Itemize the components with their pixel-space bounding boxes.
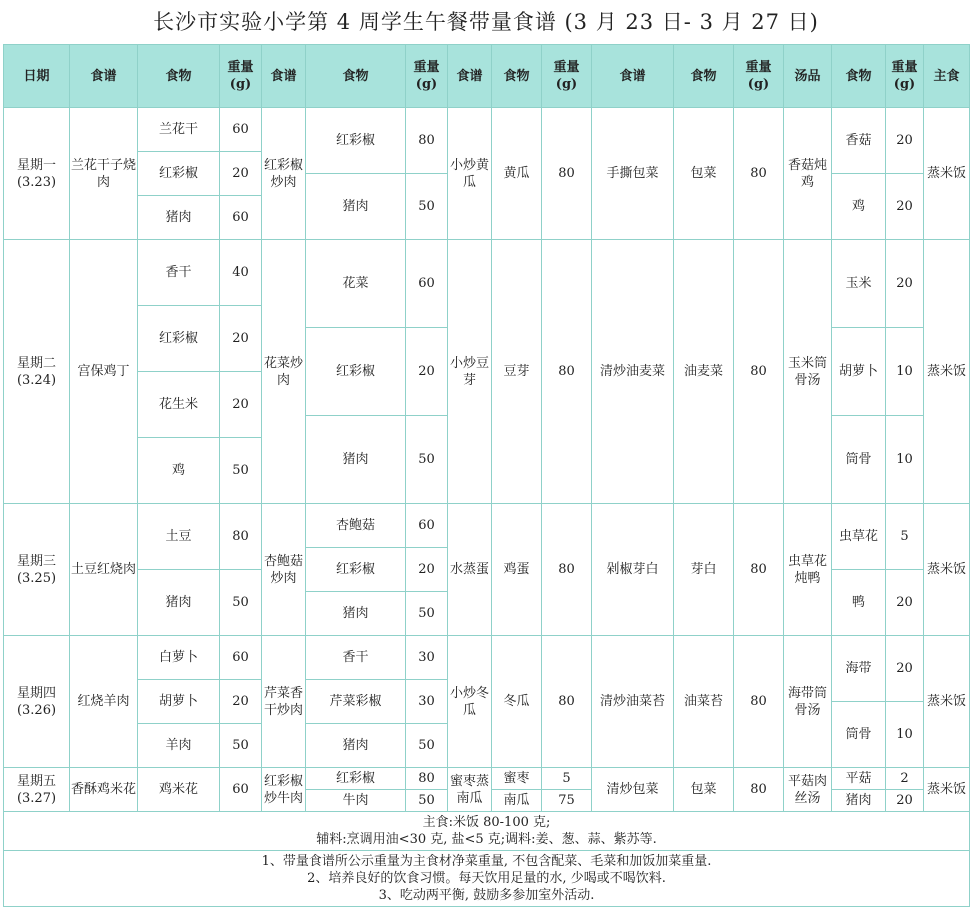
staple-food: 蒸米饭 [924, 504, 970, 636]
staple-food: 蒸米饭 [924, 636, 970, 768]
food-name: 包菜 [674, 768, 734, 812]
day-name: 星期二 [16, 355, 56, 371]
food-weight: 80 [542, 240, 592, 504]
food-weight: 50 [406, 174, 448, 240]
food-name: 猪肉 [138, 570, 220, 636]
day-date [4, 504, 70, 636]
day-date [4, 636, 70, 768]
food-weight: 20 [220, 372, 262, 438]
header-food: 食物 [832, 45, 886, 108]
recipe-name: 土豆红烧肉 [70, 504, 138, 636]
food-name: 兰花干 [138, 108, 220, 152]
recipe-name: 芹菜香干炒肉 [262, 636, 306, 768]
food-name: 豆芽 [492, 240, 542, 504]
food-weight: 60 [220, 768, 262, 812]
food-name: 红彩椒 [306, 108, 406, 174]
note-2: 2、培养良好的饮食习惯。每天饮用足量的水, 少喝或不喝饮料. [307, 871, 666, 886]
food-weight: 80 [734, 504, 784, 636]
day-date [4, 108, 70, 240]
header-food: 食物 [306, 45, 406, 108]
day-date-label: (3.27) [16, 790, 57, 806]
food-name: 平菇 [832, 768, 886, 790]
recipe-name: 兰花干子烧肉 [70, 108, 138, 240]
recipe-name: 清炒包菜 [592, 768, 674, 812]
food-weight: 20 [886, 790, 924, 812]
food-weight: 10 [886, 416, 924, 504]
food-name: 猪肉 [306, 174, 406, 240]
food-weight: 60 [220, 108, 262, 152]
food-weight: 20 [220, 152, 262, 196]
food-weight: 75 [542, 790, 592, 812]
page-title: 长沙市实验小学第 4 周学生午餐带量食谱 (3 月 23 日- 3 月 27 日) [153, 10, 819, 34]
food-weight: 10 [886, 702, 924, 768]
food-weight: 80 [220, 504, 262, 570]
note-3: 3、吃动两平衡, 鼓励多参加室外活动. [378, 888, 595, 903]
food-name: 鸡 [138, 438, 220, 504]
food-name: 猪肉 [306, 416, 406, 504]
food-weight: 5 [886, 504, 924, 570]
header-recipe: 食谱 [592, 45, 674, 108]
notes-row [4, 851, 970, 907]
header-weight: 重量(g) [886, 45, 924, 108]
soup-name: 玉米筒骨汤 [784, 240, 832, 504]
food-weight: 20 [406, 328, 448, 416]
food-name: 红彩椒 [306, 328, 406, 416]
aux-line: 辅料:烹调用油<30 克, 盐<5 克;调料:姜、葱、蒜、紫苏等. [316, 832, 657, 847]
table-row [4, 240, 970, 262]
food-name: 油菜苔 [674, 636, 734, 768]
recipe-name: 手撕包菜 [592, 108, 674, 240]
food-weight: 60 [220, 636, 262, 680]
recipe-name: 清炒油麦菜 [592, 240, 674, 504]
recipe-name: 红彩椒炒牛肉 [262, 768, 306, 812]
food-weight: 80 [734, 768, 784, 812]
food-weight: 80 [542, 108, 592, 240]
header-row [4, 45, 970, 108]
food-name: 红彩椒 [138, 152, 220, 196]
food-name: 海带 [832, 636, 886, 702]
staple-food: 蒸米饭 [924, 108, 970, 240]
food-weight: 80 [542, 504, 592, 636]
day-name: 星期一 [16, 157, 56, 173]
table-row [4, 768, 970, 790]
food-name: 黄瓜 [492, 108, 542, 240]
header-food: 食物 [138, 45, 220, 108]
food-weight: 20 [406, 548, 448, 592]
food-weight: 80 [734, 240, 784, 504]
food-name: 包菜 [674, 108, 734, 240]
day-name: 星期四 [16, 685, 56, 701]
header-recipe: 食谱 [262, 45, 306, 108]
recipe-name: 红烧羊肉 [70, 636, 138, 768]
header-weight: 重量(g) [734, 45, 784, 108]
food-weight: 50 [220, 570, 262, 636]
food-name: 红彩椒 [138, 306, 220, 372]
header-weight: 重量(g) [542, 45, 592, 108]
header-staple: 主食 [924, 45, 970, 108]
soup-name: 香菇炖鸡 [784, 108, 832, 240]
recipe-name: 杏鲍菇炒肉 [262, 504, 306, 636]
food-weight: 50 [220, 724, 262, 768]
food-weight: 10 [886, 328, 924, 416]
food-name: 猪肉 [138, 196, 220, 240]
food-name: 筒骨 [832, 702, 886, 768]
food-name: 筒骨 [832, 416, 886, 504]
food-weight: 50 [406, 724, 448, 768]
soup-name: 虫草花炖鸭 [784, 504, 832, 636]
day-date-label: (3.24) [16, 372, 57, 388]
staple-food: 蒸米饭 [924, 240, 970, 504]
food-weight: 80 [406, 768, 448, 790]
food-name: 虫草花 [832, 504, 886, 570]
day-date [4, 768, 70, 812]
food-weight: 20 [886, 174, 924, 240]
header-food: 食物 [492, 45, 542, 108]
food-weight: 80 [542, 636, 592, 768]
food-weight: 20 [886, 636, 924, 702]
day-name: 星期五 [16, 773, 56, 789]
food-weight: 60 [406, 240, 448, 328]
header-weight: 重量(g) [406, 45, 448, 108]
food-weight: 60 [406, 504, 448, 548]
recipe-name: 蜜枣蒸南瓜 [448, 768, 492, 812]
food-weight: 50 [406, 592, 448, 636]
food-name: 香干 [306, 636, 406, 680]
soup-name: 平菇肉丝汤 [784, 768, 832, 812]
day-date-label: (3.23) [16, 174, 57, 190]
food-name: 芽白 [674, 504, 734, 636]
food-name: 蜜枣 [492, 768, 542, 790]
header-weight: 重量(g) [220, 45, 262, 108]
staple-line: 主食:米饭 80-100 克; [422, 815, 551, 830]
recipe-name: 红彩椒炒肉 [262, 108, 306, 240]
food-name: 鸡 [832, 174, 886, 240]
food-name: 油麦菜 [674, 240, 734, 504]
food-name: 红彩椒 [306, 768, 406, 790]
day-date-label: (3.25) [16, 570, 57, 586]
food-weight: 20 [886, 570, 924, 636]
header-food: 食物 [674, 45, 734, 108]
food-weight: 30 [406, 680, 448, 724]
food-name: 猪肉 [832, 790, 886, 812]
food-weight: 2 [886, 768, 924, 790]
food-name: 红彩椒 [306, 548, 406, 592]
recipe-name: 水蒸蛋 [448, 504, 492, 636]
footer-row [4, 812, 970, 851]
food-name: 胡萝卜 [138, 680, 220, 724]
food-weight: 80 [406, 108, 448, 174]
food-name: 玉米 [832, 240, 886, 328]
food-name: 香菇 [832, 108, 886, 174]
day-date-label: (3.26) [16, 702, 57, 718]
food-weight: 40 [220, 240, 262, 306]
food-weight: 20 [886, 108, 924, 174]
food-name: 白萝卜 [138, 636, 220, 680]
food-weight: 5 [542, 768, 592, 790]
food-weight: 20 [220, 680, 262, 724]
recipe-name: 小炒豆芽 [448, 240, 492, 504]
day-date [4, 240, 70, 504]
food-name: 芹菜彩椒 [306, 680, 406, 724]
table-row [4, 108, 970, 130]
food-name: 花菜 [306, 240, 406, 328]
menu-table [3, 44, 970, 907]
recipe-name: 香酥鸡米花 [70, 768, 138, 812]
food-name: 羊肉 [138, 724, 220, 768]
food-weight: 50 [220, 438, 262, 504]
food-weight: 20 [220, 306, 262, 372]
recipe-name: 宫保鸡丁 [70, 240, 138, 504]
recipe-name: 小炒黄瓜 [448, 108, 492, 240]
recipe-name: 小炒冬瓜 [448, 636, 492, 768]
header-date: 日期 [4, 45, 70, 108]
food-name: 鸭 [832, 570, 886, 636]
recipe-name: 清炒油菜苔 [592, 636, 674, 768]
note-1: 1、带量食谱所公示重量为主食材净菜重量, 不包含配菜、毛菜和加饭加菜重量. [261, 854, 712, 869]
food-name: 冬瓜 [492, 636, 542, 768]
food-weight: 50 [406, 416, 448, 504]
food-weight: 50 [406, 790, 448, 812]
header-recipe: 食谱 [70, 45, 138, 108]
food-name: 花生米 [138, 372, 220, 438]
soup-name: 海带筒骨汤 [784, 636, 832, 768]
menu-body [4, 108, 970, 812]
recipe-name: 花菜炒肉 [262, 240, 306, 504]
food-name: 香干 [138, 240, 220, 306]
table-row [4, 504, 970, 526]
food-weight: 60 [220, 196, 262, 240]
food-name: 猪肉 [306, 724, 406, 768]
table-row [4, 636, 970, 658]
food-name: 土豆 [138, 504, 220, 570]
food-name: 鸡米花 [138, 768, 220, 812]
food-weight: 30 [406, 636, 448, 680]
header-recipe: 食谱 [448, 45, 492, 108]
food-name: 猪肉 [306, 592, 406, 636]
food-name: 牛肉 [306, 790, 406, 812]
food-weight: 20 [886, 240, 924, 328]
food-name: 南瓜 [492, 790, 542, 812]
food-name: 鸡蛋 [492, 504, 542, 636]
recipe-name: 剁椒芽白 [592, 504, 674, 636]
food-name: 胡萝卜 [832, 328, 886, 416]
food-weight: 80 [734, 636, 784, 768]
header-soup: 汤品 [784, 45, 832, 108]
staple-food: 蒸米饭 [924, 768, 970, 812]
day-name: 星期三 [16, 553, 56, 569]
food-weight: 80 [734, 108, 784, 240]
food-name: 杏鲍菇 [306, 504, 406, 548]
